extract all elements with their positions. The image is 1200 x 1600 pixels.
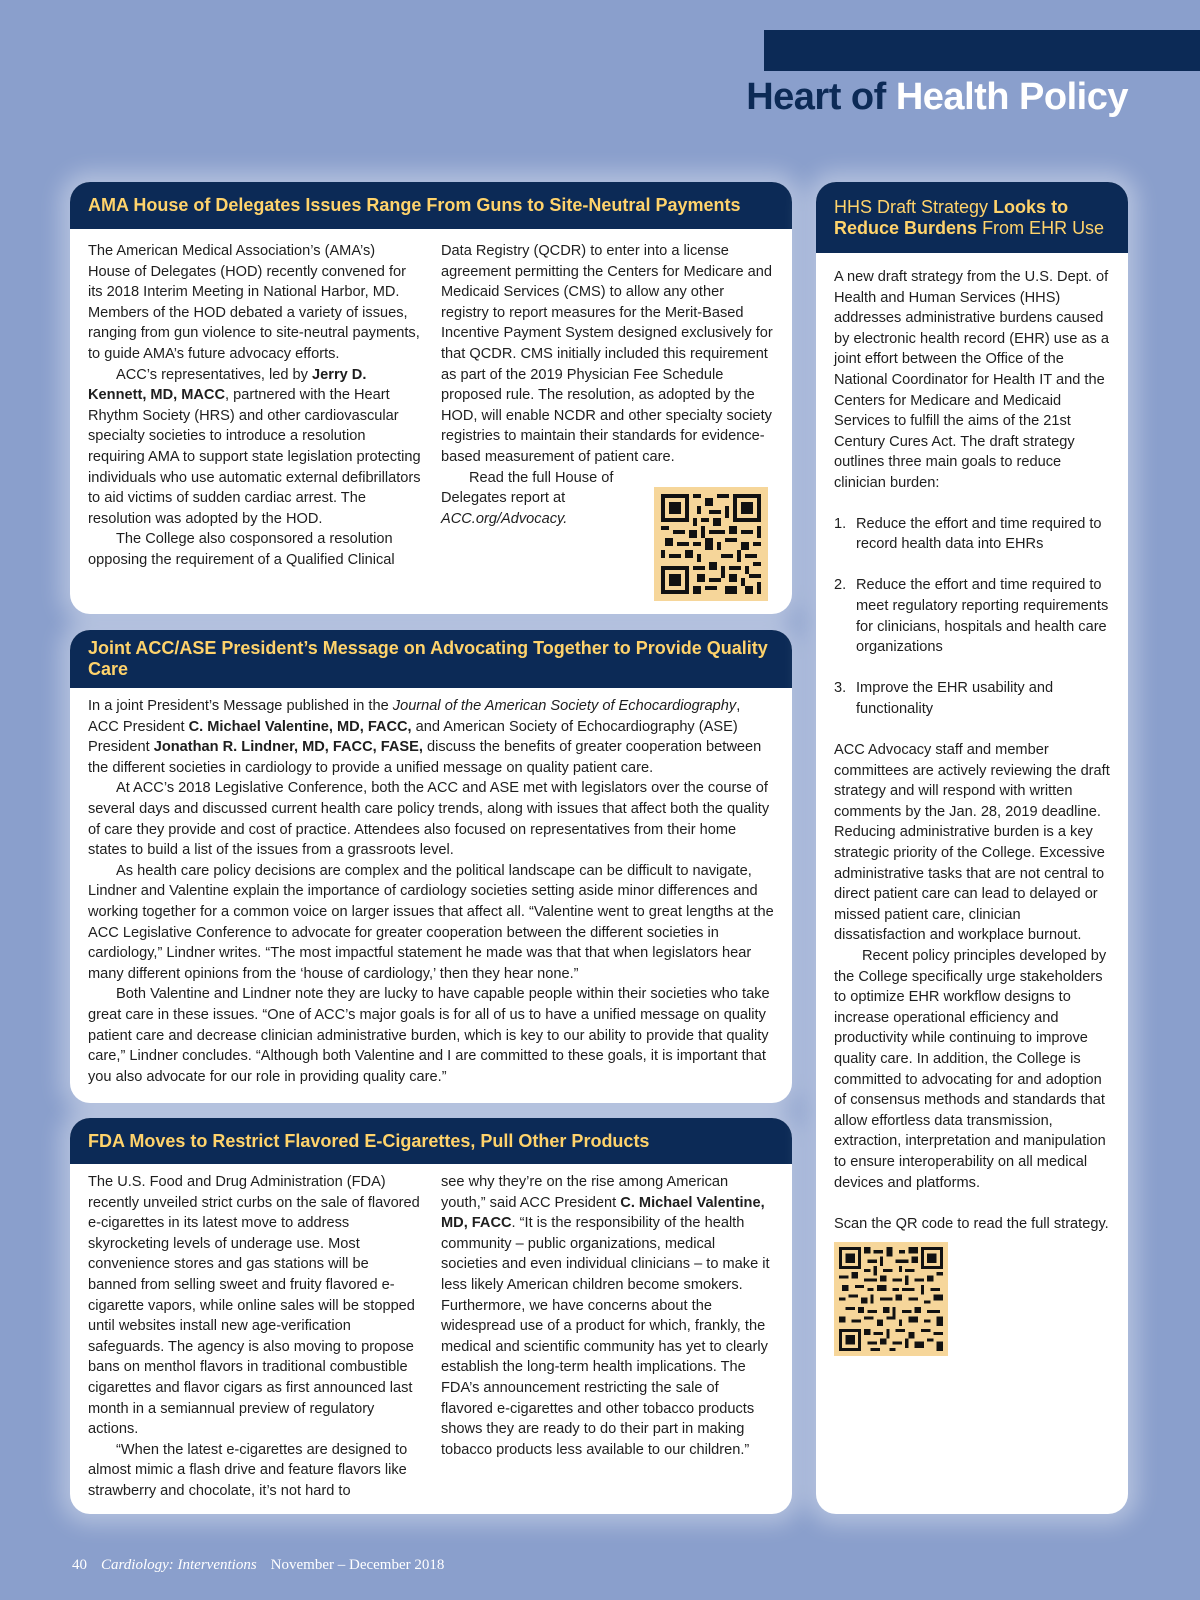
ase-president-name: Jonathan R. Lindner, MD, FACC, FASE, <box>153 739 423 756</box>
hhs-goal-list <box>834 514 1110 720</box>
page-number: 40 <box>72 1557 87 1573</box>
hhs-goal-text: Reduce the effort and time required to meet regulatory reporting requirements for clinicians, hospitals and health care organizations <box>856 577 1109 656</box>
joint-paragraph-1: In a joint President’s Message published in the Journal of the American Society of Echocardiography, ACC President C. Michael Valentine, MD, FACC, and American Society of Echocardiography (ASE) President Jonathan R. Lindner, MD, FACC, FASE, discuss the benefits of greater cooperation between the different societies in cardiology to provide a unified message on quality patient care. <box>88 698 762 776</box>
fda-column-right <box>441 1172 774 1502</box>
ama-column-left <box>88 241 421 571</box>
fda-paragraph-2-continued: see why they’re on the rise among American youth,” said ACC President C. Michael Valentine, MD, FACC. “It is the responsibility of the health community – public organizations, medical societies and even individual clinicians – to make it less likely American children become smokers. Furthermore, we have concerns about the widespread use of a product for which, frankly, the medical and scientific community has yet to clearly establish the long-term health implications. The FDA’s announcement restricting the sale of flavored e-cigarettes and other tobacco products shows they are ready to do their part in making tobacco products less available to our children.” <box>441 1174 770 1458</box>
page-title <box>746 76 1128 119</box>
ama-read-more: Read the full House of Delegates report at ACC.org/Advocacy. <box>441 469 614 527</box>
fda-column-left <box>88 1172 421 1502</box>
hhs-goal-text: Reduce the effort and time required to record health data into EHRs <box>856 515 1102 553</box>
journal-name: Journal of the American Society of Echocardiography <box>392 698 737 714</box>
hhs-goal-number: 2. <box>834 577 847 594</box>
hhs-goal-number: 1. <box>834 515 847 532</box>
hhs-goal-item <box>834 678 1110 719</box>
page-title-part1: Heart of <box>746 76 886 118</box>
issue-date: November – December 2018 <box>270 1557 445 1573</box>
page-footer <box>72 1557 458 1574</box>
ama-qr-code[interactable] <box>654 487 768 601</box>
hhs-paragraph-3: Recent policy principles developed by the College specifically urge stakeholders to optimize EHR workflow designs to increase operational efficiency and productivity while continuing to improve quality care. In addition, the College is committed to advocating for and adoption of consensus methods and standards that allow effortless data transmission, extraction, interpretation and manipulation to ensure interoperability on all medical devices and platforms. <box>834 948 1107 1191</box>
hhs-intro: A new draft strategy from the U.S. Dept. of Health and Human Services (HHS) addresses administrative burdens caused by electronic health record (EHR) use as a joint effort between the Office of the National Coordinator for Health IT and the Centers for Medicare and Medicaid Services to fulfill the aims of the 21st Century Cures Act. The draft strategy outlines three main goals to reduce clinician burden: <box>834 269 1109 491</box>
ama-person-name: Jerry D. Kennett, MD, MACC <box>88 366 367 404</box>
hhs-goal-item <box>834 514 1110 555</box>
ama-advocacy-link[interactable]: ACC.org/Advocacy. <box>441 510 568 527</box>
joint-message-card <box>70 630 792 1103</box>
hhs-qr-code[interactable] <box>834 1242 948 1356</box>
ama-article-card <box>70 182 792 614</box>
fda-article-title: FDA Moves to Restrict Flavored E-Cigarettes, Pull Other Products <box>70 1118 792 1164</box>
page-title-part2: Health Policy <box>895 76 1128 118</box>
qr-code-icon <box>661 494 761 594</box>
joint-paragraph-4: Both Valentine and Lindner note they are lucky to have capable people within their societies who take great care in these issues. “One of ACC’s major goals is for all of us to have a unified message on quality patient care and decrease clinician administrative burden, which is key to our ability to provide that quality care,” Lindner concludes. “Although both Valentine and I are committed to these goals, it is important that you also advocate for our role in providing quality care.” <box>88 986 770 1085</box>
acc-president-name: C. Michael Valentine, MD, FACC, <box>188 718 412 735</box>
ama-paragraph-2: ACC’s representatives, led by Jerry D. Kennett, MD, MACC, partnered with the Heart Rhythm Society (HRS) and other cardiovascular specialty societies to introduce a resolution requiring AMA to support state legislation protecting individuals who use automatic external defibrillators to aid victims of sudden cardiac arrest. The resolution was adopted by the HOD. <box>88 366 421 527</box>
fda-article-card <box>70 1118 792 1514</box>
fda-paragraph-1: The U.S. Food and Drug Administration (FDA) recently unveiled strict curbs on the sale of flavored e-cigarettes in its latest move to address skyrocketing levels of underage use. Most convenience stores and gas stations will be banned from selling sweet and fruity flavored e-cigarette vapors, while online sales will be stopped until websites install new age-verification safeguards. The agency is also moving to propose bans on menthol flavors in traditional combustible cigarettes and flavor cigars as first announced last month in a semiannual preview of regulatory actions. <box>88 1174 420 1438</box>
hhs-goal-text: Improve the EHR usability and functionality <box>856 680 1054 717</box>
hhs-title: HHS Draft Strategy Looks to Reduce Burdens From EHR Use <box>816 182 1128 253</box>
header-accent-bar <box>764 30 1200 71</box>
fda-paragraph-2: “When the latest e-cigarettes are designed to almost mimic a flash drive and feature flavors like strawberry and chocolate, it’s not hard to <box>88 1441 408 1499</box>
hhs-goal-item <box>834 575 1110 657</box>
fda-person-name: C. Michael Valentine, MD, FACC <box>441 1194 765 1232</box>
publication-name: Cardiology: Interventions <box>101 1557 257 1573</box>
hhs-scan-instruction: Scan the QR code to read the full strategy. <box>834 1215 1109 1232</box>
ama-article-title: AMA House of Delegates Issues Range From Guns to Site-Neutral Payments <box>70 182 792 229</box>
joint-paragraph-2: At ACC’s 2018 Legislative Conference, both the ACC and ASE met with legislators over the course of several days and discussed current health care policy trends, along with issues that affect both the quality of care they provide and cost of practice. Attendees also focused on representatives from their home states to build a list of the issues from a grassroots level. <box>88 780 770 859</box>
ama-paragraph-3: The College also cosponsored a resolution opposing the requirement of a Qualified Clinical <box>88 531 395 568</box>
hhs-sidebar-card <box>816 182 1128 1514</box>
qr-code-icon <box>839 1247 943 1351</box>
ama-paragraph-1: The American Medical Association’s (AMA’s) House of Delegates (HOD) recently convened for its 2018 Interim Meeting in National Harbor, MD. Members of the HOD debated a variety of issues, ranging from gun violence to site-neutral payments, to guide AMA’s future advocacy efforts. <box>88 243 420 362</box>
ama-column-right <box>441 241 774 571</box>
hhs-paragraph-2: ACC Advocacy staff and member committees are actively reviewing the draft strategy and will respond with written comments by the Jan. 28, 2019 deadline. Reducing administrative burden is a key strategic priority of the College. Excessive administrative tasks that are not central to direct patient care can lead to delayed or missed patient care, clinician dissatisfaction and workplace burnout. <box>834 742 1110 944</box>
joint-paragraph-3: As health care policy decisions are complex and the political landscape can be difficult to navigate, Lindner and Valentine explain the importance of cardiology societies setting aside minor differences and working together for a common voice on larger issues that affect all. “Valentine went to great lengths at the ACC Legislative Conference to advocate for greater cooperation between the different societies in cardiology,” Lindner writes. “The most impactful statement he made was that that when legislators hear many different opinions from the ‘house of cardiology,’ then they hear none.” <box>88 862 774 982</box>
ama-paragraph-3-continued: Data Registry (QCDR) to enter into a license agreement permitting the Centers for Medicare and Medicaid Services (CMS) to allow any other registry to report measures for the Merit-Based Incentive Payment System designed exclusively for that QCDR. CMS initially included this requirement as part of the 2019 Physician Fee Schedule proposed rule. The resolution, as adopted by the HOD, will enable NCDR and other specialty society registries to maintain their standards for evidence-based measurement of patient care. <box>441 243 773 465</box>
joint-message-title: Joint ACC/ASE President’s Message on Advocating Together to Provide Quality Care <box>70 630 792 688</box>
hhs-goal-number: 3. <box>834 680 847 697</box>
